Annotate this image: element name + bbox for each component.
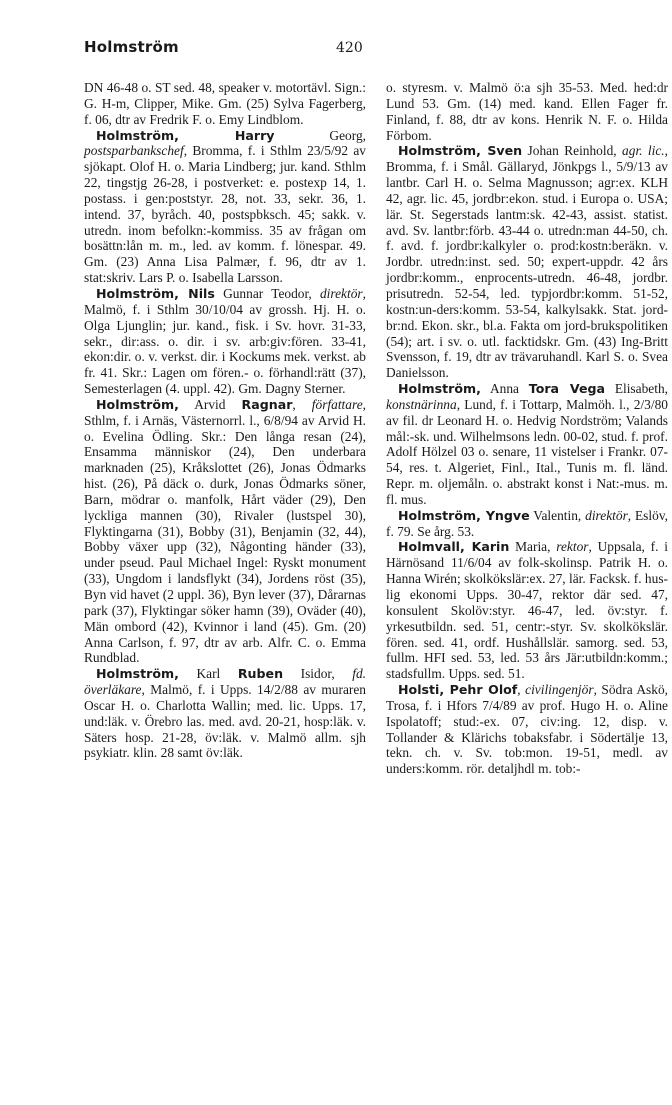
entry-holmstrom-sven: Holmström, Sven Johan Reinhold, agr. lic., Bromma, f. i Smål. Gällaryd, Jönkpgs l., 5/9/13 av lantbr. Carl H. o. Selma Magnusson; agr:ex. KLH 42, agr. lic. 45, jordbr:ekon. stud. i Europa o. USA; lär. St. Segerstads lantm:sk. 42-43, assist. statist. avd. Sv. lantbr:förb. 43-44 o. utredn:man 44-50, ch. f. avd. f. jordbr:kalkyler o. prod:kostn:beräkn. v. Jordbr. utredn:inst. sed. 50; expert-uppdr. 42 års jordbr:komm., enprocents-utredn. 46-48, jordbr. prisutredn. 52-54, led. typjordbr:komm. 51-52, kostn:un-ders:komm. 53-54, kalkylsakk. Stat. jord-br:nd. Ekon. skr., bl.a. Fakta om jord-brukspolitiken (54); art. i sv. o. utl. facktidskr. Gm. (43) Ing-Britt Svensson, f. 19, dtr av trävaruhandl. Karl S. o. Svea Danielsson. bbox=[386, 143, 669, 381]
entry-surname: Holsti, Pehr Olof bbox=[398, 682, 518, 698]
entry-continuation: DN 46-48 o. ST sed. 48, speaker v. motortävl. Sign.: G. H-m, Clipper, Mike. Gm. (25) Sylva Fagerberg, f. 06, dtr av Fredrik F. o. Emy Lindblom. bbox=[84, 80, 366, 127]
entry-continuation: o. styresm. v. Malmö ö:a sjh 35-53. Med. hed:dr Lund 53. Gm. (14) med. kand. Ellen Fager fr. Finland, f. 88, dtr av kons. Henrik N. F. o. Hilda Förbom. bbox=[386, 80, 668, 143]
entry-surname: Holmström, Nils bbox=[96, 285, 215, 301]
entry-title: postsparbankschef bbox=[84, 143, 184, 159]
entry-surname: Holmström, bbox=[96, 666, 179, 682]
entry-title: agr. lic. bbox=[622, 143, 665, 159]
entry-title: direktör bbox=[319, 285, 363, 301]
entry-title: direktör bbox=[585, 507, 628, 523]
left-column bbox=[84, 80, 366, 761]
entry-holmstrom-tora-vega: Holmström, Anna Tora Vega Elisabeth, konstnärinna, Lund, f. i Tottarp, Malmöh. l., 2/3/80 av fil. dr Leonard H. o. Hedvig Nordström; Valands mål:-sk. und. Wilhelmsons ledn. 00-02, stud. f. prof. Adolf Hölzel 03 o. senare, 11 vistelser i Frankr. 07-54, res. t. Algeriet, Finl., Ital., Tunis m. fl. länd. Repr. m. oljemåln. o. abstrakt konst i Nat:-mus. m. fl. mus. bbox=[386, 381, 668, 507]
entry-title: konstnärinna bbox=[386, 396, 457, 412]
entry-title: rektor bbox=[556, 539, 589, 555]
right-column bbox=[386, 80, 668, 777]
entry-surname: Holmström, bbox=[96, 396, 179, 412]
entry-given-name: Tora Vega bbox=[528, 381, 606, 397]
page-header bbox=[84, 38, 612, 62]
entry-holmstrom-ragnar: Holmström, Arvid Ragnar, författare, Sthlm, f. i Arnäs, Västernorrl. l., 6/8/94 av Arvid H. o. Evelina Ödling. Skr.: Den långa resan (24), Ensamma människor (24), Den underbara marknaden (25), Kråkslottet (26), Jonas Ödmarks hist. (26), På däck o. durk, Jonas Ödmarks söner, Barn, mödrar o. manfolk, Hårt väder (29), Den lyckliga mannen (30), Rivaler (lustspel 30), Flyktingarna (31), Bobby (31), Benjamin (32, 44), Bobby växer upp (32), Någonting händer (33), under pseud. Paul Michael Ingel: Ryskt monument (33), Ungdom i landsflykt (34), Jordens röst (35), Byn vid havet (2 uppl. 36), Byn lever (37), Dårarnas park (37), Flyktingar söker hamn (39), Oväder (40), Män ombord (42), Kvinnor i land (45). Gm. (20) Anna Carlson, f. 97, dtr av arb. Alfr. C. o. Emma Rundblad. bbox=[84, 396, 366, 666]
running-head: Holmström bbox=[84, 38, 179, 56]
entry-title: civilingenjör bbox=[525, 682, 594, 698]
entry-surname: Holmström, bbox=[398, 381, 481, 397]
entry-holmstrom-nils: Holmström, Nils Gunnar Teodor, direktör, Malmö, f. i Sthlm 30/10/04 av grossh. Hj. H. o. Olga Ljunglin; jur. kand., fisk. i Sv. hovr. 31-33, sekr., dir:ass. o. dir. i sv. arb:giv:fören. 33-41, ekon:dir. o. v. verkst. dir. i Kockums mek. verkst. ab fr. 41. Skr.: Lagen om fören.- o. förhandl:rätt (37), Semesterlagen (4. uppl. 42). Gm. Dagny Sterner. bbox=[84, 285, 366, 397]
entry-given-name: Ruben bbox=[237, 666, 284, 682]
entry-holmstrom-harry: Holmström, Harry Georg, postsparbankschef, Bromma, f. i Sthlm 23/5/92 av sjökapt. Olof H. o. Maria Lindberg; jur. kand. Sthlm 22, tingstjg 26-28, i postverket: e. postexp 14, 1. postass. i gen:poststyr. 28, not. 33, sekr. 36, 1. intend. 37, byråch. 40, postspbksch. 45; sakk. v. utredn. inom befolkn:-kommiss. 35 av frågan om bosättn:lån m. m., led. av komm. f. lönespar. 49. Gm. (23) Anna Lisa Palmær, f. 96, dtr av 1. stat:skriv. Lars P. o. Isabella Larsson. bbox=[84, 127, 366, 286]
entry-holsti-pehr: Holsti, Pehr Olof, civilingenjör, Södra Askö, Trosa, f. i Hfors 7/4/89 av prof. Hugo H. o. Aline Ispolatoff; stud:-ex. 07, civ:ing. 12, disp. v. Tollander & Klärichs tobaksfabr. i Södertälje 13, tekn. ch. v. Sv. tob:mon. 19-51, medl. av unders:komm. rör. detaljhdl m. tob:- bbox=[386, 682, 669, 777]
entry-surname: Holmvall, Karin bbox=[398, 539, 510, 555]
entry-holmstrom-ruben: Holmström, Karl Ruben Isidor, fd. överläkare, Malmö, f. i Upps. 14/2/88 av muraren Oscar H. o. Charlotta Wallin; med. lic. Upps. 17, und:läk. v. Örebro las. med. avd. 20-21, hosp:läk. v. Säters hosp. 21-28, öv:läk. v. Malmö allm. sjh psykiatr. klin. 28 samt öv:läk. bbox=[84, 666, 366, 761]
entry-surname: Holmström, Sven bbox=[398, 143, 523, 159]
entry-surname: Holmström, Yngve bbox=[398, 507, 530, 523]
entry-holmvall-karin: Holmvall, Karin Maria, rektor, Uppsala, f. i Härnösand 11/6/04 av folk-skolinsp. Patrik H. o. Hanna Wirén; skolkökslär:ex. 27, lär. Facksk. f. hus-lig ekonomi Upps. 30-47, rektor där sed. 47, konsulent Skolöv:styr. 46-47, led. öv:styr. f. yrkesutbildn. sed. 51, centr:-styr. Sv. skolkökslär. fören. sed. 41, ordf. Hushållslär. samorg. sed. 53, fullm. HFI sed. 53, led. 53 års Jär:utbildn:komm.; stadsfullm. Upps. sed. 51. bbox=[386, 539, 668, 682]
entry-title: fd. överläkare bbox=[84, 666, 366, 698]
page-number: 420 bbox=[336, 40, 363, 56]
entry-given-name: Ragnar bbox=[241, 396, 293, 412]
entry-title: författare bbox=[311, 396, 363, 412]
entry-surname: Holmström, Harry bbox=[96, 127, 275, 143]
entry-holmstrom-yngve: Holmström, Yngve Valentin, direktör, Eslöv, f. 79. Se årg. 53. bbox=[386, 507, 668, 539]
